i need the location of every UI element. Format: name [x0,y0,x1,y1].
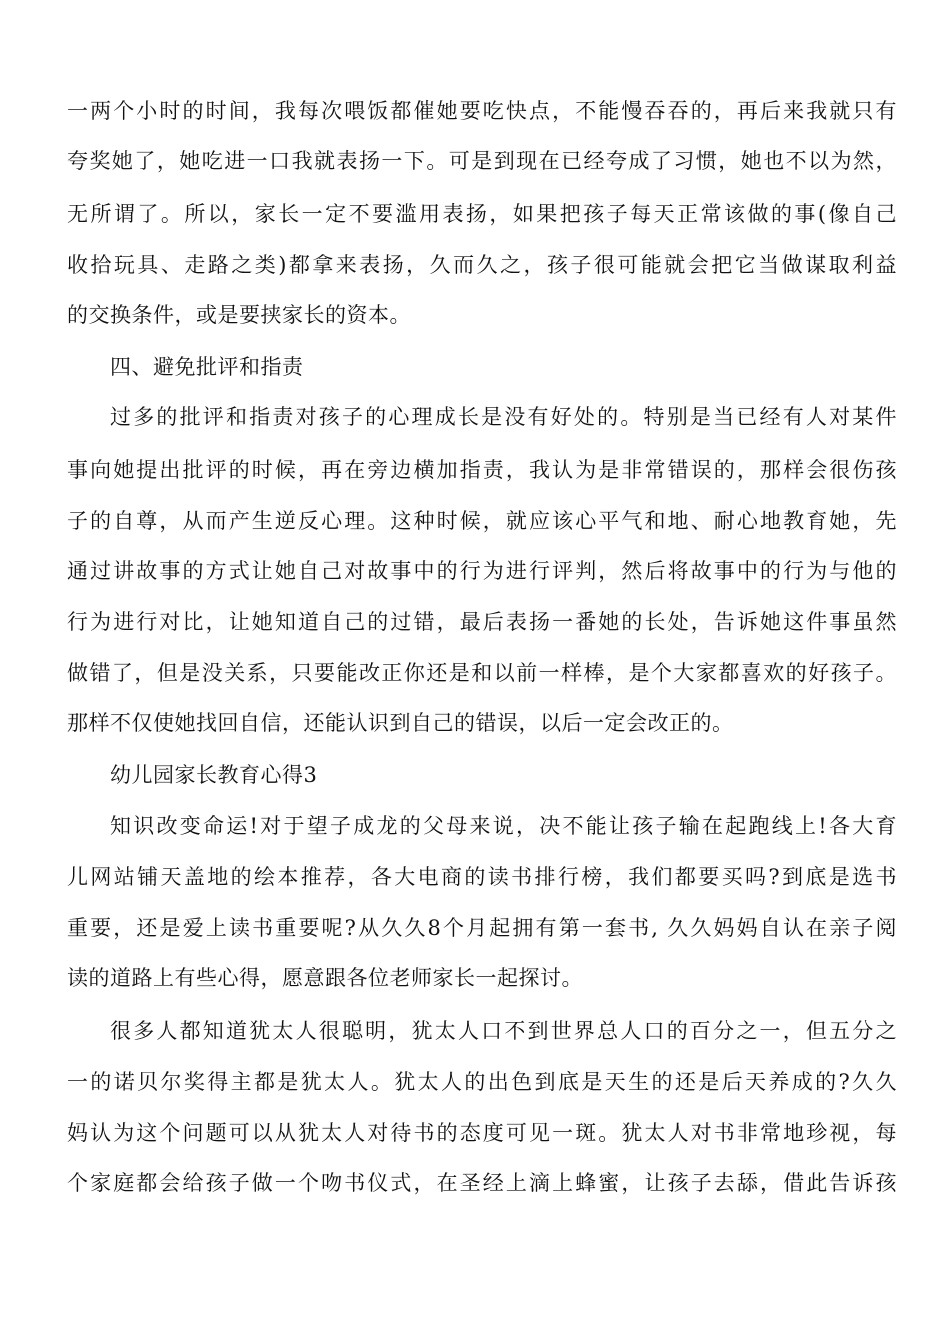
text-line: 无所谓了。所以，家长一定不要滥用表扬，如果把孩子每天正常该做的事(像自己 [67,202,897,226]
text-line: 一的诺贝尔奖得主都是犹太人。犹太人的出色到底是天生的还是后天养成的?久久 [67,1070,897,1094]
text-line: 重要，还是爱上读书重要呢?从久久8个月起拥有第一套书, 久久妈妈自认在亲子阅 [67,916,897,940]
text-line: 个家庭都会给孩子做一个吻书仪式，在圣经上滴上蜂蜜，让孩子去舔，借此告诉孩 [67,1171,897,1195]
text-line: 读的道路上有些心得，愿意跟各位老师家长一起探讨。 [67,966,583,990]
text-line: 通过讲故事的方式让她自己对故事中的行为进行评判，然后将故事中的行为与他的 [67,559,897,583]
text-line: 那样不仅使她找回自信，还能认识到自己的错误，以后一定会改正的。 [67,711,734,735]
text-line: 一两个小时的时间，我每次喂饭都催她要吃快点，不能慢吞吞的，再后来我就只有 [67,99,897,123]
text-line: 夸奖她了，她吃进一口我就表扬一下。可是到现在已经夸成了习惯，她也不以为然， [67,149,897,173]
section-heading: 幼儿园家长教育心得3 [110,763,318,787]
text-line: 事向她提出批评的时候，再在旁边横加指责，我认为是非常错误的，那样会很伤孩 [67,458,897,482]
text-line: 子的自尊，从而产生逆反心理。这种时候，就应该心平气和地、耐心地教育她，先 [67,509,897,533]
text-line: 儿网站铺天盖地的绘本推荐，各大电商的读书排行榜，我们都要买吗?到底是选书 [67,865,897,889]
text-line: 妈认为这个问题可以从犹太人对待书的态度可见一斑。犹太人对书非常地珍视，每 [67,1121,897,1145]
text-line: 很多人都知道犹太人很聪明，犹太人口不到世界总人口的百分之一，但五分之 [110,1019,897,1043]
text-line: 行为进行对比，让她知道自己的过错，最后表扬一番她的长处，告诉她这件事虽然 [67,610,897,634]
text-line: 过多的批评和指责对孩子的心理成长是没有好处的。特别是当已经有人对某件 [110,405,897,429]
section-heading: 四、避免批评和指责 [110,355,304,379]
text-line: 做错了，但是没关系，只要能改正你还是和以前一样棒，是个大家都喜欢的好孩子。 [67,661,897,685]
text-line: 的交换条件，或是要挟家长的资本。 [67,303,411,327]
text-line: 知识改变命运!对于望子成龙的父母来说，决不能让孩子输在起跑线上!各大育 [110,814,897,838]
text-line: 收拾玩具、走路之类)都拿来表扬，久而久之，孩子很可能就会把它当做谋取利益 [67,253,897,277]
